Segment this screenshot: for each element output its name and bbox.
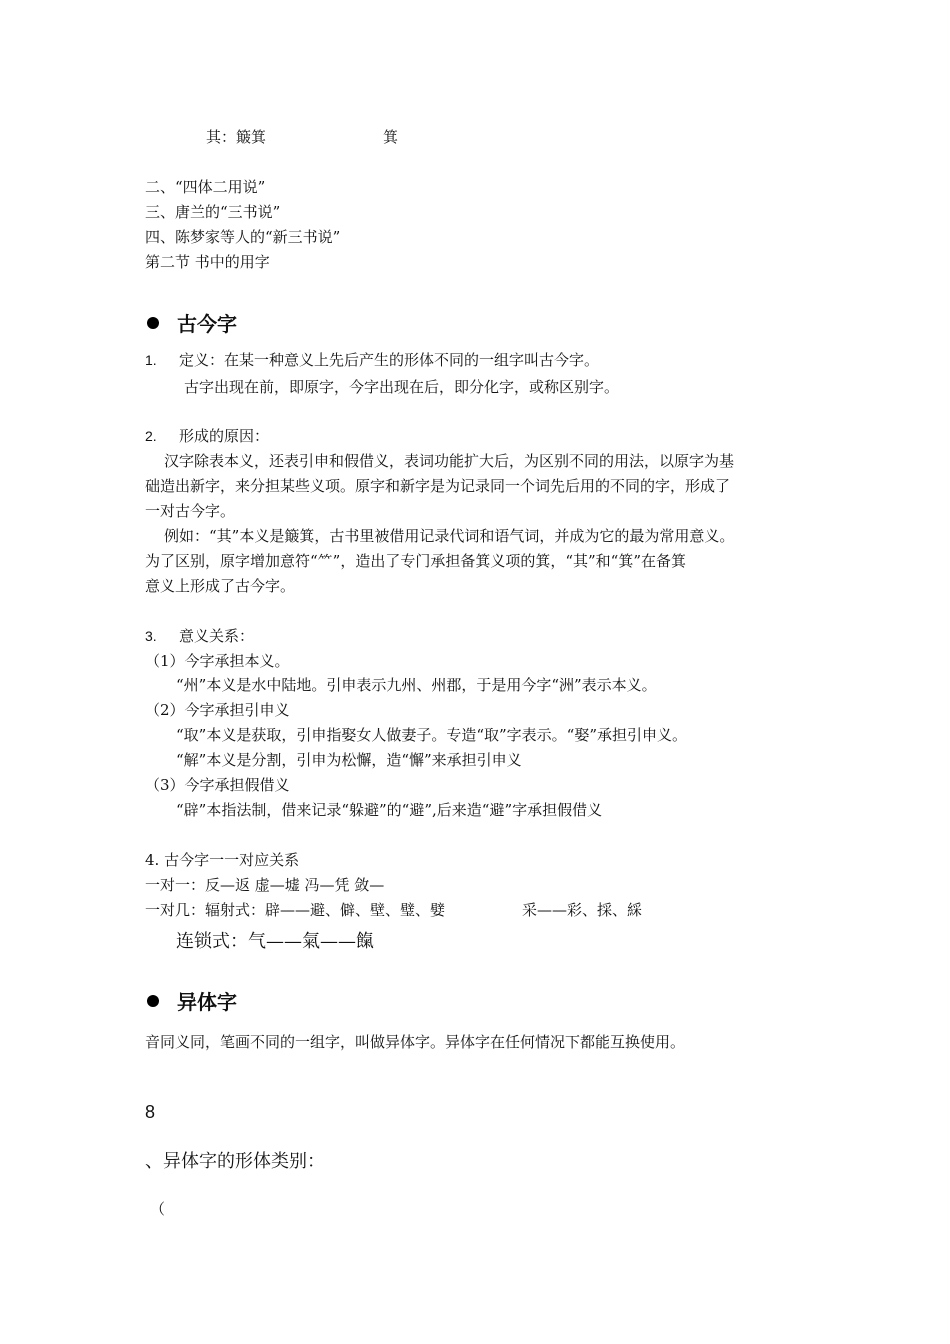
yitizi-definition: 音同义同，笔画不同的一组字，叫做异体字。异体字在任何情况下都能互换使用。 — [145, 1033, 686, 1051]
yitizi-subtitle: 、异体字的形体类别： — [145, 1151, 325, 1172]
item-1-number: 1. — [145, 352, 157, 368]
item-3-example-3: “解”本义是分割，引申为松懈，造“懈”来承担引申义 — [176, 751, 522, 769]
outline-item-3: 三、唐兰的“三书说” — [145, 203, 281, 221]
heading-gujinzi — [147, 310, 237, 338]
item-2-para2-line1: 例如：“其”本义是簸箕，古书里被借用记录代词和语气词，并成为它的最为常用意义。 — [164, 527, 735, 545]
item-3-example-4: “辟”本指法制，借来记录“躲避”的“避”,后来造“避”字承担假借义 — [176, 801, 603, 819]
outline-item-2: 二、“四体二用说” — [145, 178, 266, 196]
item-2-para1-line1: 汉字除表本义，还表引申和假借义，表词功能扩大后，为区别不同的用法，以原字为基 — [164, 452, 735, 470]
item-3-example-2: “取”本义是获取，引申指娶女人做妻子。专造“取”字表示。“娶”承担引申义。 — [176, 726, 688, 744]
item-1-text: 定义：在某一种意义上先后产生的形体不同的一组字叫古今字。 — [179, 351, 600, 369]
open-paren: （ — [150, 1200, 166, 1218]
item-3 — [145, 624, 254, 649]
bullet-icon — [147, 995, 159, 1007]
item-2-text: 形成的原因： — [179, 427, 270, 445]
item-3-example-1: “州”本义是水中陆地。引申表示九州、州郡，于是用今字“洲”表示本义。 — [176, 676, 657, 694]
item-4-line-2-right: 采——彩、採、綵 — [522, 901, 643, 919]
bullet-icon — [147, 317, 159, 329]
item-1-sub: 古字出现在前，即原字，今字出现在后，即分化字，或称区别字。 — [184, 378, 620, 396]
item-2-para2-line2: 为了区别，原字增加意符“⺮”，造出了专门承担备箕义项的箕，“其”和“箕”在备箕 — [145, 552, 687, 570]
item-4-title: 4. 古今字一一对应关系 — [145, 851, 300, 869]
item-3-text: 意义关系： — [179, 627, 255, 645]
section-2-title: 第二节 书中的用字 — [145, 253, 270, 271]
item-3-number: 3. — [145, 628, 157, 644]
qi-line-right: 箕 — [383, 128, 399, 146]
item-2-para1-line3: 一对古今字。 — [145, 502, 236, 520]
heading-gujinzi-text: 古今字 — [177, 312, 237, 336]
item-3-sub-3: （3）今字承担假借义 — [145, 776, 290, 794]
item-2 — [145, 424, 269, 449]
item-3-sub-1: （1）今字承担本义。 — [145, 652, 290, 670]
heading-yitizi — [147, 988, 237, 1016]
item-2-number: 2. — [145, 428, 157, 444]
item-3-sub-2: （2）今字承担引申义 — [145, 701, 290, 719]
qi-line-left: 其：簸箕 — [206, 128, 267, 146]
outline-item-4: 四、陈梦家等人的“新三书说” — [145, 228, 341, 246]
item-2-para2-line3: 意义上形成了古今字。 — [145, 577, 296, 595]
heading-yitizi-text: 异体字 — [177, 990, 237, 1014]
page-fragment-number: 8 — [145, 1102, 156, 1122]
item-4-line-2-left: 一对几：辐射式：辟——避、僻、壁、璧、嬖 — [145, 901, 446, 919]
item-4-line-3: 连锁式：气——氣——餼 — [176, 931, 374, 952]
item-2-para1-line2: 础造出新字，来分担某些义项。原字和新字是为记录同一个词先后用的不同的字，形成了 — [145, 477, 731, 495]
item-1 — [145, 348, 599, 373]
item-4-line-1: 一对一：反—返 虚—墟 冯—凭 敛— — [145, 876, 385, 894]
